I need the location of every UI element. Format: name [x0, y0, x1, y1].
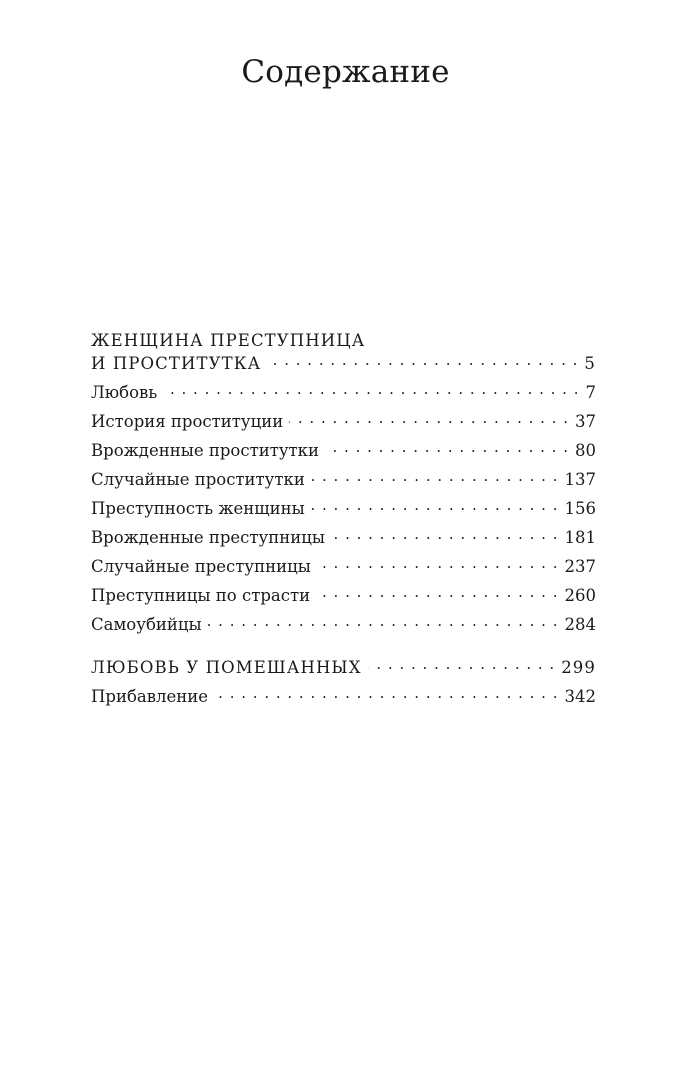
toc-page-number: 156 — [564, 498, 596, 518]
dot-leader — [163, 381, 579, 398]
dot-leader — [289, 410, 569, 427]
toc-entry-label: Прибавление — [91, 686, 209, 706]
toc-entry-label: Преступницы по страсти — [91, 585, 311, 605]
toc-part-label: И ПРОСТИТУТКА — [91, 353, 262, 373]
toc-entry-label: Преступность женщины — [91, 498, 305, 518]
table-of-contents — [91, 330, 596, 714]
toc-entry[interactable] — [91, 439, 596, 468]
dot-leader — [214, 685, 558, 702]
toc-entry-label: Случайные преступницы — [91, 556, 311, 576]
dot-leader — [331, 526, 559, 543]
toc-entry-label: Врожденные преступницы — [91, 527, 325, 547]
dot-leader — [368, 656, 556, 673]
toc-entry[interactable] — [91, 584, 596, 613]
toc-part-label: ЛЮБОВЬ У ПОМЕШАННЫХ — [91, 657, 362, 677]
toc-entry[interactable] — [91, 555, 596, 584]
toc-entry-label: История проституции — [91, 411, 284, 431]
toc-entry[interactable] — [91, 526, 596, 555]
dot-leader — [311, 468, 559, 485]
toc-page-number: 342 — [564, 686, 596, 706]
toc-page-number: 284 — [564, 614, 596, 634]
toc-page-number: 7 — [585, 382, 596, 402]
toc-page-number: 181 — [564, 527, 596, 547]
dot-leader — [317, 555, 559, 572]
part-title-line: ЖЕНЩИНА ПРЕСТУПНИЦА — [91, 331, 366, 350]
toc-page-number: 137 — [564, 469, 596, 489]
toc-entry-label: Самоубийцы — [91, 614, 202, 634]
toc-part-row[interactable] — [91, 352, 596, 374]
toc-entry-label: Любовь — [91, 382, 158, 402]
dot-leader — [267, 352, 578, 369]
dot-leader — [325, 439, 569, 456]
toc-page-number: 260 — [564, 585, 596, 605]
dot-leader — [316, 584, 558, 601]
dot-leader — [208, 613, 559, 630]
toc-entry[interactable] — [91, 497, 596, 526]
toc-entry-label: Случайные проститутки — [91, 469, 305, 489]
toc-part-row[interactable] — [91, 656, 596, 685]
toc-entry-label: Врожденные проститутки — [91, 440, 319, 460]
page-title: Содержание — [241, 54, 450, 90]
toc-page-number: 37 — [575, 411, 596, 431]
toc-page-number: 80 — [575, 440, 596, 460]
toc-page-number: 299 — [561, 657, 596, 677]
dot-leader — [311, 497, 559, 514]
toc-entry[interactable] — [91, 381, 596, 410]
toc-entry[interactable] — [91, 613, 596, 642]
toc-entry[interactable] — [91, 410, 596, 439]
toc-page-number: 5 — [584, 353, 596, 373]
toc-entry[interactable] — [91, 468, 596, 497]
toc-entry[interactable] — [91, 685, 596, 714]
toc-page-number: 237 — [564, 556, 596, 576]
